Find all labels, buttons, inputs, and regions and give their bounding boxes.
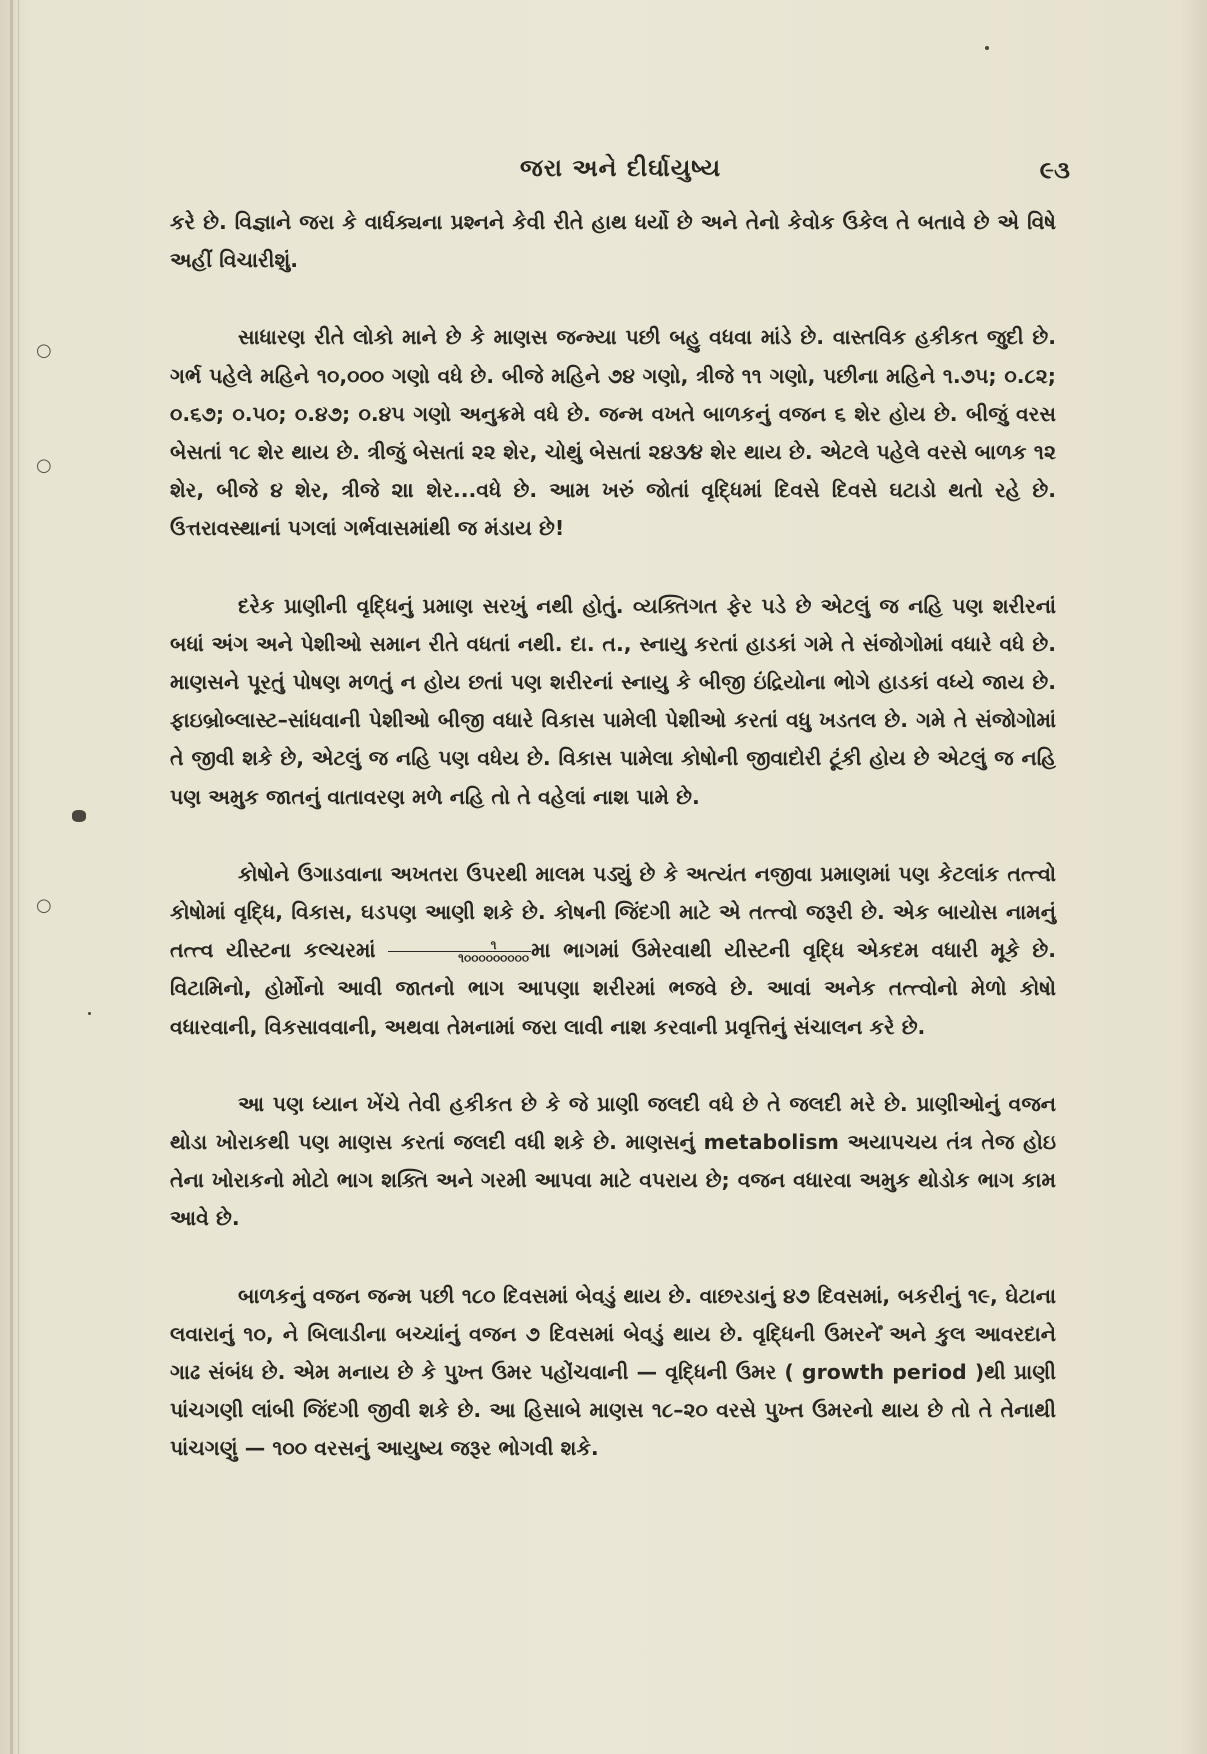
page-header: [170, 150, 1070, 190]
paper-speck: [88, 1012, 91, 1015]
page-number: ૯૩: [1039, 156, 1070, 184]
paragraph-text: મા ભાગમાં ઉમેરવાથી યીસ્ટની વૃદ્ધિ એકદમ વધારી મૂકે છે. વિટામિનો, હોર્મોનો આવી જાતનો ભાગ આપણા શરીરમાં ભજવે છે. આવાં અનેક તત્ત્વોનો મેળો કોષો વધારવાની, વિકસાવવાની, અથવા તેમનામાં જરા લાવી નાશ કરવાની પ્રવૃત્તિનું સંચાલન કરે છે.: [170, 938, 1056, 1039]
paragraph: [170, 855, 1056, 1046]
paper-speck: [985, 46, 989, 50]
paragraph: આ પણ ધ્યાન ખેંચે તેવી હકીકત છે કે જે પ્રાણી જલદી વધે છે તે જલદી મરે છે. પ્રાણીઓનું વજન થોડા ખોરાકથી પણ માણસ કરતાં જલદી વધી શકે છે. માણસનું metabolism અયાપચય તંત્ર તેજ હોઇ તેના ખોરાકનો મોટો ભાગ શક્તિ અને ગરમી આપવા માટે વપરાય છે; વજન વધારવા અમુક થોડોક ભાગ કામ આવે છે.: [170, 1091, 1056, 1231]
paragraph: કરે છે. વિજ્ઞાને જરા કે વાર્ધક્યના પ્રશ્નને કેવી રીતે હાથ ધર્યો છે અને તેનો કેવોક ઉકેલ તે બતાવે છે એ વિષે અહીં વિચારીશું.: [170, 210, 1056, 273]
paragraph: સાધારણ રીતે લોકો માને છે કે માણસ જન્મ્યા પછી બહુ વધવા માંડે છે. વાસ્તવિક હકીકત જુદી છે. ગર્ભ પહેલે મહિને ૧૦,૦૦૦ ગણો વધે છે. બીજે મહિને ૭૪ ગણો, ત્રીજે ૧૧ ગણો, પછીના મહિને ૧.૭૫; ૦.૮૨; ૦.૬૭; ૦.૫૦; ૦.૪૭; ૦.૪૫ ગણો અનુક્રમે વધે છે. જન્મ વખતે બાળકનું વજન ૬ શેર હોય છે. બીજું વરસ બેસતાં ૧૮ શેર થાય છે. ત્રીજું બેસતાં ૨૨ શેર, ચોથું બેસતાં ૨૪૩⁄૪ શેર થાય છે. એટલે પહેલે વરસે બાળક ૧૨ શેર, બીજે ૪ શેર, ત્રીજે ૨॥ શેર...વધે છે. આમ ખરું જોતાં વૃદ્ધિમાં દિવસે દિવસે ઘટાડો થતો રહે છે. ઉત્તરાવસ્થાનાં પગલાં ગર્ભવાસમાંથી જ મંડાય છે!: [170, 325, 1056, 541]
running-title: જરા અને દીર્ઘાયુષ્ય: [520, 154, 722, 182]
paper-speck: [72, 810, 86, 822]
paragraph: દરેક પ્રાણીની વૃદ્ધિનું પ્રમાણ સરખું નથી હોતું. વ્યક્તિગત ફેર પડે છે એટલું જ નહિ પણ શરીરનાં બધાં અંગ અને પેશીઓ સમાન રીતે વધતાં નથી. દા. ત., સ્નાયુ કરતાં હાડકાં ગમે તે સંજોગોમાં વધારે વધે છે. માણસને પૂરતું પોષણ મળતું ન હોય છતાં પણ શરીરનાં સ્નાયુ કે બીજી ઇંદ્રિયોના ભોગે હાડકાં વધ્યે જાય છે. ફાઇબ્રોબ્લાસ્ટ–સાંધવાની પેશીઓ બીજી વધારે વિકાસ પામેલી પેશીઓ કરતાં વધુ ખડતલ છે. ગમે તે સંજોગોમાં તે જીવી શકે છે, એટલું જ નહિ પણ વધેય છે. વિકાસ પામેલા કોષોની જીવાદોરી ટૂંકી હોય છે એટલું જ નહિ પણ અમુક જાતનું વાતાવરણ મળે નહિ તો તે વહેલાં નાશ પામે છે.: [170, 593, 1056, 809]
body-text: [170, 203, 1056, 1507]
page-edge: [10, 0, 13, 1754]
fraction-denominator: ૧૦૦૦૦૦૦૦૦૦: [458, 950, 530, 965]
margin-hole-mark: ○: [36, 895, 52, 916]
margin-hole-mark: ○: [36, 455, 52, 476]
paragraph: બાળકનું વજન જન્મ પછી ૧૮૦ દિવસમાં બેવડું થાય છે. વાછરડાનું ૪૭ દિવસમાં, બકરીનું ૧૯, ઘેટાના લવારાનું ૧૦, ને બિલાડીના બચ્ચાંનું વજન ૭ દિવસમાં બેવડું થાય છે. વૃદ્ધિની ઉમરને અને કુલ આવરદાને ગાઢ સંબંધ છે. એમ મનાય છે કે પુખ્ત ઉમર પહોંચવાની — વૃદ્ધિની ઉમર ( growth period )થી પ્રાણી પાંચગણી લાંબી જિંદગી જીવી શકે છે. આ હિસાબે માણસ ૧૮–૨૦ વરસે પુખ્ત ઉમરનો થાય છે તો તે તેનાથી પાંચગણું — ૧૦૦ વરસનું આયુષ્ય જરૂર ભોગવી શકે.: [170, 1283, 1056, 1461]
fraction: [388, 939, 531, 964]
fraction-numerator: ૧: [388, 939, 531, 952]
page-edge-line: [18, 0, 19, 1754]
margin-hole-mark: ○: [36, 340, 52, 361]
paragraph-text: કોષોને ઉગાડવાના અખતરા ઉપરથી માલમ પડ્યું છે કે અત્યંત નજીવા પ્રમાણમાં પણ કેટલાંક તત્ત્વો કોષોમાં વૃદ્ધિ, વિકાસ, ઘડપણ આણી શકે છે. કોષની જિંદગી માટે એ તત્ત્વો જરૂરી છે. એક બાયોસ નામનું તત્ત્વ યીસ્ટના કલ્ચરમાં: [170, 861, 1056, 963]
